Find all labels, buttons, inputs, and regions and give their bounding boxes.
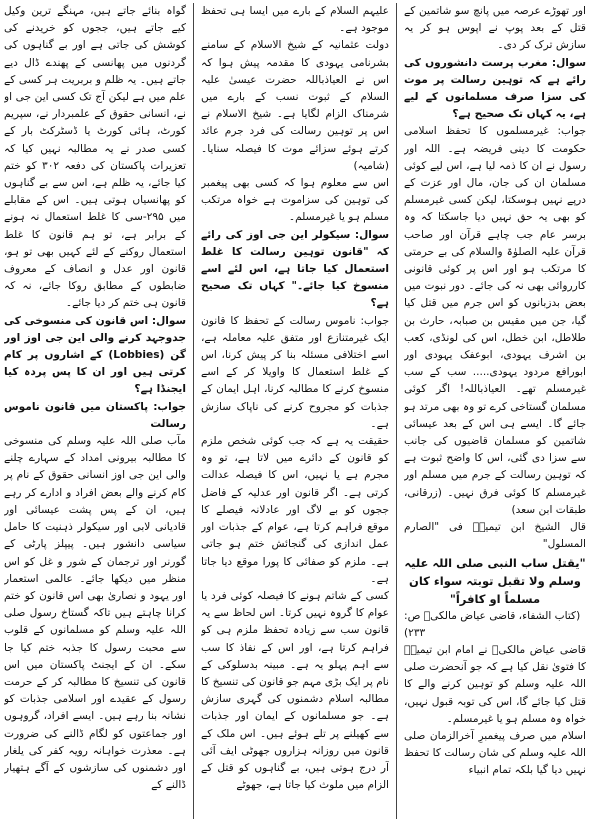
column-divider (396, 3, 397, 819)
article-column-middle (201, 3, 389, 819)
answer-paragraph: جواب: ناموس رسالت کے تحفظ کا قانون ایک غیرمتنازع اور متفق علیہ معاملہ ہے، اسے اختلافی مسئلہ بنا کر پیش کرنا، اس کے غلط استعمال کا واویلا کر کے اسے منسوخ کرنے کا مطالبہ کرنا، اہل ایمان کے جذبات کو مجروح کرنے کی ناپاک سازش ہے۔ (201, 314, 389, 430)
question-heading: سوال: سیکولر این جی اوز کی رائے کہ "قانون توہین رسالت کا غلط استعمال کیا جاتا ہے، اس لئے اسے منسوخ کیا جائے۔" کہاں تک صحیح ہے؟ (201, 228, 389, 310)
article-column-right (404, 3, 586, 819)
paragraph: دولت عثمانیہ کے شیخ الاسلام کے سامنے بشرنامی یہودی کا مقدمہ پیش ہوا کہ اس نے العیاذباللہ حضرت عیسیٰ علیہ السلام کے ثبوت نسب کے بارے میں شرمناک الزام لگایا ہے۔ شیخ الاسلام نے اس پر توہین رسالت کی فرد جرم عائد کرتے ہوئے سزائے موت کا فیصلہ سنایا۔ (شامیہ) (201, 39, 389, 172)
arabic-quotation: "یقتل ساب النبی صلی اللہ علیہ وسلم ولا تقبل توبتہ سواء کان مسلماً او کافراً" (404, 555, 586, 606)
paragraph: کسی کے شاتم ہونے کا فیصلہ کوئی فرد یا عوام کا گروہ نہیں کرتا۔ اس لحاظ سے یہ قانون سب سے زیادہ تحفظ ملزم ہی کو فراہم کرتا ہے، اور اس کے نفاذ کا سب سے اہم پہلو یہ ہے۔ مبینہ بدسلوکی کے نام پر ایک بڑی مہم جو قانون کی تنسیخ کا مطالبہ اسلام دشمنوں کی گہری سازش ہے۔ جو مسلمانوں کے ایمان اور جذبات سے کھیلنے پر تلے ہوئے ہیں۔ اس ملک کے قانون میں روزانہ ہزاروں جھوٹی ایف آئی آر درج ہوتی ہیں، بے گناہوں کو قتل کے الزام میں ملوث کیا جاتا ہے، جھوٹے (201, 589, 389, 792)
column-divider (193, 3, 194, 819)
paragraph: اس سے معلوم ہوا کہ کسی بھی پیغمبر کی توہین کی سزاموت ہے خواہ مرتکب مسلم ہو یا غیرمسلم۔ (201, 177, 389, 224)
paragraph: گواہ بنائے جاتے ہیں، مہنگے ترین وکیل کیے جاتے ہیں، ججوں کو خریدنے کی کوشش کی جاتی ہے اور بے گناہوں کی گردنوں میں پھانسی کے پھندے ڈال دیے جاتے ہیں۔ یہ ظلم و بربریت ہر کسی کے علم میں ہے لیکن آج تک کسی این جی او نے، انسانی حقوق کے علمبردار نے، سپریم کورٹ، ہائی کورٹ یا ڈسٹرکٹ بار کے کسی صدر نے یہ مطالبہ نہیں کیا کہ تعزیرات پاکستان کی دفعہ ۳۰۲ کو ختم کیا جائے، یہ ظلم ہے، اس سے بے گناہوں کو پھانسیاں ہوتی ہیں۔ اس کے مقابلے میں ۲۹۵-سی کا غلط استعمال نہ ہونے کے برابر ہے، تو ہم قانون کا غلط استعمال روکنے کے لئے کہیں بھی تو ہو، قانون اور عدل و انصاف کے معروف ضابطوں کے مطابق روکا جائے، نہ کہ قانون ہی ختم کر دیا جائے۔ (4, 5, 186, 310)
quotation-intro: قال الشیخ ابن تیمیہؒ فی "الصارم المسلول" (404, 521, 586, 551)
paragraph: اسلام میں صرف پیغمبرِ آخرالزمان صلی اللہ علیہ وسلم کی شان رسالت کا تحفظ نہیں دیا گیا بلکہ تمام انبیاء (404, 729, 586, 777)
paragraph: مآب صلی اللہ علیہ وسلم کی منسوخی کا مطالبہ بیرونی امداد کے سہارے چلنے والی این جی اوز انسانی حقوق کے نام پر کام کرنے والے بعض افراد و ادارے کر رہے ہیں، ان کے پس پشت عیسائی اور قادیانی لابی اور سیکولر ذہنیت کا حامل سیاسی دانشور ہیں۔ پیپلز پارٹی کے گورنر اور ترجمان کے شور و غل کو اس منظر میں دیکھا جائے۔ عالمی استعمار اور یہود و نصاریٰ بھی اس قانون کو ختم کرانا چاہتے ہیں تاکہ گستاخ رسول صلی اللہ علیہ وسلم کو مسلمانوں کے قلوب سے محبت رسول کا جذبہ ختم کیا جا سکے۔ ان کے ایجنٹ پاکستان میں اس قانون کی تنسیخ کا مطالبہ کر کے حرمت رسول کے عقیدے اور اسلامی جذبات کو نشانہ بنا رہے ہیں۔ ایسے افراد، گروہوں اور جماعتوں کو لگام ڈالنے کی ضرورت ہے۔ معذرت خواہانہ رویہ کفر کی یلغار اور دشمنوں کی سازشوں کے آگے ہتھیار ڈالنے کے (4, 435, 186, 792)
paragraph: حقیقت یہ ہے کہ جب کوئی شخص ملزم کو قانون کے دائرے میں لاتا ہے، تو وہ مجرم ہے یا نہیں، اس کا فیصلہ عدالت کرتی ہے۔ اگر قانون اور عدلیہ کے فاضل ججوں کو بے لاگ اور عادلانہ فیصلے کا موقع فراہم کرتا ہے، عوام کے جذبات اور عمل اندازی کی گنجائش ختم ہو جاتی ہے۔ ملزم کو صفائی کا پورا موقع دیا جاتا ہے۔ (201, 435, 389, 585)
question-heading: سوال: مغرب پرست دانشوروں کی رائے ہے کہ توہین رسالت پر موت کی سزا صرف مسلمانوں کے لیے ہے، یہ کہاں تک صحیح ہے؟ (404, 56, 586, 121)
paragraph: اور تھوڑے عرصہ میں پانچ سو شاتمین کے قتل کے بعد پوپ نے اپوس ہو کر یہ سازش ترک کر دی۔ (404, 5, 586, 52)
newspaper-page (4, 3, 586, 819)
paragraph: قاضی عیاض مالکیؒ نے امام ابن تیمیہؒ کا فتویٰ نقل کیا ہے کہ جو آنحضرت صلی اللہ علیہ وسلم کو توہین کرنے والے کا قتل کیا جائے گا، اس کی توبہ قبول نہیں، خواہ وہ مسلم ہو یا غیرمسلم۔ (404, 643, 586, 725)
answer-paragraph: جواب: غیرمسلموں کا تحفظ اسلامی حکومت کا دینی فریضہ ہے۔ اللہ اور رسول نے ان کا ذمہ لیا ہے، اس لیے کوئی مسلمان ان کی جان، مال اور عزت کے درپے نہیں ہوسکتا، لیکن کسی غیرمسلم کو بھی یہ حق نہیں دیا جاسکتا کہ وہ برسر عام جب چاہے قرآن اور صاحب قرآن علیہ الصلوٰۃ والسلام کی بے حرمتی کا مرتکب ہو اور اس پر کوئی قانونی کارروائی بھی نہ کی جائے۔ دور نبوت میں بعض بدزبانوں کو اس جرم میں قتل کیا گیا، جن میں مقیس بن صبابہ، حارث بن طلاطل، ابن خطل، اس کی لونڈی، کعب بن اشرف یہودی، ابوعفک یہودی اور ابورافع مردود یہودی..... سب کے سب غیرمسلم تھے۔ العیاذباللہ! اگر کوئی مسلمان گستاخی کرے تو وہ بھی مرتد ہو جائے گا۔ ایسے ہی اس کے بعد عیسائی شاتمین کو مسلمان قاضیوں کی جانب سے سزا دی گئی، اس کا واضح ثبوت ہے کہ توہین رسالت کے جرم میں مسلم اور غیرمسلم کا کوئی فرق نہیں۔ (زرقانی، طبقات ابن سعد) (404, 125, 586, 516)
question-heading: سوال: اس قانون کی منسوخی کی جدوجہد کرنے والی این جی اوز اور گن (Lobbies) کے اشاروں پر کام کرتی ہیں اور ان کا پس پردہ کیا ایجنڈا ہے؟ (4, 314, 186, 396)
paragraph: علیہم السلام کے بارے میں ایسا ہی تحفظ موجود ہے۔ (201, 5, 389, 35)
answer-heading: جواب: پاکستان میں قانون ناموس رسالت (4, 400, 186, 430)
article-column-left (4, 3, 186, 819)
citation: (کتاب الشفاء، قاضی عیاض مالکیؒ ص: ۲۳۳) (404, 609, 581, 639)
